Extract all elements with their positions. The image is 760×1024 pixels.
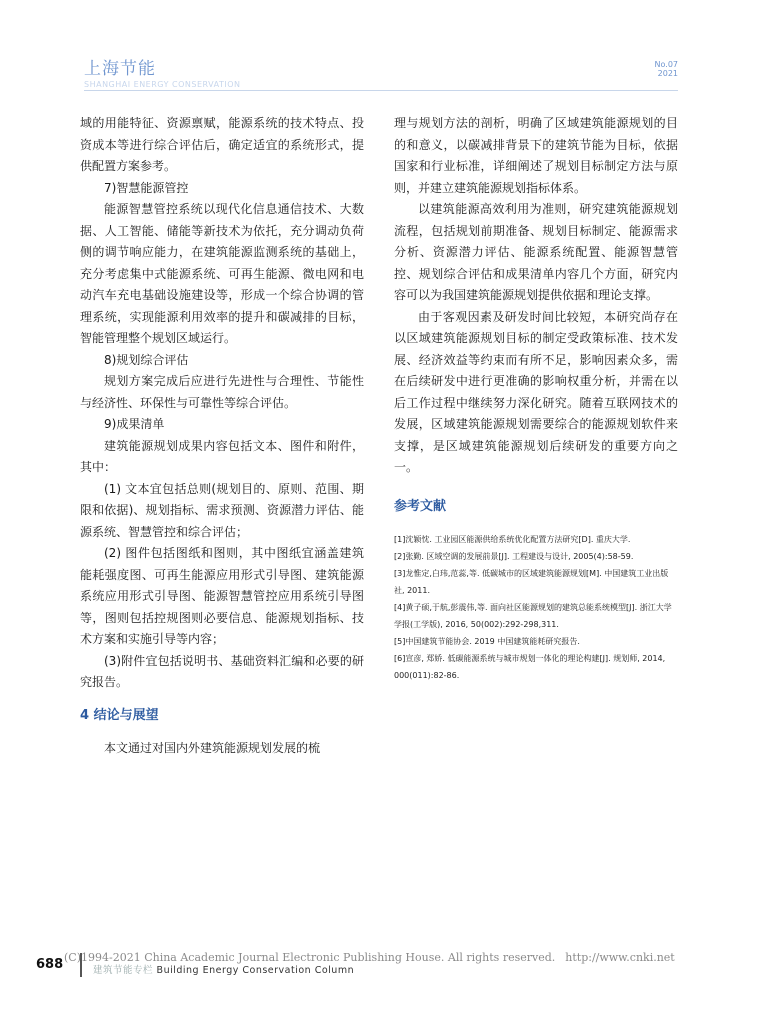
section-heading: 4 结论与展望 — [80, 707, 159, 723]
body-paragraph: 建筑能源规划成果内容包括文本、图件和附件，其中： — [80, 438, 364, 474]
cnki-link[interactable]: http://www.cnki.net — [565, 951, 675, 964]
reference-item: [6]宣彦, 郑娇. 低碳能源系统与城市规划一体化的理论构建[J]. 规划师, 2014, 000(011):82-86. — [394, 653, 666, 680]
body-paragraph: 本文通过对国内外建筑能源规划发展的梳 — [104, 740, 321, 755]
body-paragraph: 能源智慧管控系统以现代化信息通信技术、大数据、人工智能、储能等新技术为依托，充分调动负荷侧的调节响应能力，在建筑能源监测系统的基础上，充分考虑集中式能源系统、可再生能源、微电网和电动汽车充电基础设施建设等，形成一个综合协调的管理系统，实现能源利用效率的提升和碳减排的目标，智能管理整个规划区域运行。 — [80, 202, 364, 345]
right-column — [394, 113, 678, 684]
reference-item: [2]张勤. 区域空调的发展前景[J]. 工程建设与设计, 2005(4):58-59. — [394, 551, 634, 561]
cnki-watermark — [64, 951, 675, 965]
body-paragraph: 由于客观因素及研发时间比较短，本研究尚存在以区域建筑能源规划目标的制定受政策标准、技术发展、经济效益等约束而有所不足，影响因素众多，需在后续研发中进行更准确的影响权重分析，并需在以后工作过程中继续努力深化研究。随着互联网技术的发展，区域建筑能源规划需要综合的能源规划软件来支撑，是区域建筑能源规划后续研发的重要方向之一。 — [394, 309, 678, 474]
page-number: 688 — [36, 957, 64, 972]
list-item: (1) 文本宜包括总则(规划目的、原则、范围、期限和依据)、规划指标、需求预测、资源潜力评估、能源系统、智慧管控和综合评估； — [80, 481, 364, 539]
subheading-evaluation: 8)规划综合评估 — [104, 352, 189, 367]
subheading-deliverables: 9)成果清单 — [104, 417, 165, 431]
issue-info — [655, 60, 678, 78]
reference-item: [4]黄子硕,于航,彭震伟,等. 面向社区能源规划的建筑总能系统模型[J]. 浙江大学学报(工学版), 2016, 50(002):292-298,311. — [394, 602, 672, 629]
column-name-cn: 建筑节能专栏 — [93, 965, 154, 976]
list-item: (3)附件宜包括说明书、基础资料汇编和必要的研究报告。 — [80, 653, 364, 689]
header-divider — [84, 90, 678, 91]
footer-column-name — [93, 965, 354, 977]
body-paragraph: 域的用能特征、资源禀赋，能源系统的技术特点、投资成本等进行综合评估后，确定适宜的系统形式，提供配置方案参考。 — [80, 116, 364, 173]
column-name-en: Building Energy Conservation Column — [156, 965, 355, 976]
journal-subtitle: SHANGHAI ENERGY CONSERVATION — [84, 80, 241, 89]
issue-number: No.07 — [654, 60, 678, 69]
body-paragraph: 理与规划方法的剖析，明确了区域建筑能源规划的目的和意义，以碳减排背景下的建筑节能为目标，依据国家和行业标准，详细阐述了规划目标制定方法与原则，并建立建筑能源规划指标体系。 — [394, 116, 678, 195]
copyright-text: (C)1994-2021 China Academic Journal Electronic Publishing House. All rights reserved. — [64, 951, 556, 964]
issue-year: 2021 — [657, 69, 678, 78]
journal-title: 上海节能 — [84, 59, 156, 79]
body-paragraph: 规划方案完成后应进行先进性与合理性、节能性与经济性、环保性与可靠性等综合评估。 — [80, 374, 364, 410]
body-paragraph: 以建筑能源高效利用为准则，研究建筑能源规划流程，包括规划前期准备、规划目标制定、能源需求分析、资源潜力评估、能源系统配置、能源智慧管控、规划综合评估和成果清单内容几个方面，研究内容可以为我国建筑能源规划提供依据和理论支撑。 — [394, 202, 678, 302]
reference-item: [1]沈颖忱. 工业园区能源供给系统优化配置方法研究[D]. 重庆大学. — [394, 534, 631, 544]
references-heading: 参考文献 — [394, 498, 447, 514]
reference-item: [5]中国建筑节能协会. 2019 中国建筑能耗研究报告. — [394, 636, 580, 646]
reference-item: [3]龙惟定,白玮,范蕊,等. 低碳城市的区域建筑能源规划[M]. 中国建筑工业出版社, 2011. — [394, 568, 669, 595]
left-column — [80, 113, 364, 759]
list-item: (2) 图件包括图纸和图则，其中图纸宜涵盖建筑能耗强度图、可再生能源应用形式引导图、建筑能源系统应用形式引导图、能源智慧管控应用系统引导图等，图则包括控规图则必要信息、能源规划指标、技术方案和实施引导等内容； — [80, 546, 364, 646]
subheading-smart-control: 7)智慧能源管控 — [104, 180, 189, 195]
